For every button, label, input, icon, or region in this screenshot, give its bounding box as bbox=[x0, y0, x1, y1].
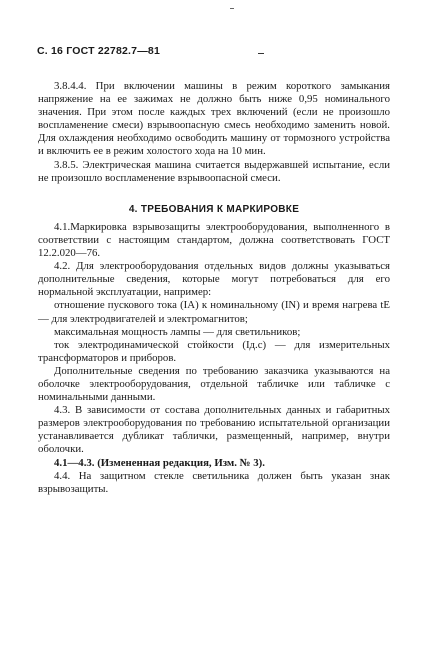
section-title: 4. ТРЕБОВАНИЯ К МАРКИРОВКЕ bbox=[128, 203, 300, 215]
list-item-lamp-power: максимальная мощность лампы — для светильников; bbox=[54, 325, 301, 338]
paragraph-4-2: 4.2. Для электрооборудования отдельных видов должны указываться дополнительные сведения, которые могут потребоваться для его нормальной эксплуатации, например: bbox=[38, 260, 390, 299]
list-item-starting-current: отношение пускового тока (IA) к номинальному (IN) и время нагрева tE — для электродвигателей и электромагнитов; bbox=[38, 299, 390, 325]
paragraph-additional-info: Дополнительные сведения по требованию заказчика указываются на оболочке электрооборудования, отдельной табличке или табличке с номинальными данными. bbox=[38, 364, 390, 404]
document-body bbox=[38, 80, 390, 496]
paragraph-3-8-4-4: 3.8.4.4. При включении машины в режим короткого замыкания напряжение на ее зажимах не должно быть ниже 0,95 номинального значения. При этом после каждых трех включений (если не произошло воспламенение смеси) взрывоопасную смесь необходимо заменить новой. Для охлаждения необходимо освободить машину от тормозного устройства и включить ее в режим холостого хода на 10 мин. bbox=[38, 80, 390, 158]
paragraph-3-8-5: 3.8.5. Электрическая машина считается выдержавшей испытание, если не произошло воспламенение взрывоопасной смеси. bbox=[38, 158, 390, 184]
list-item-dynamic-current: ток электродинамической стойкости (Iд.с) — для измерительных трансформаторов и приборов. bbox=[38, 338, 390, 364]
scan-mark bbox=[258, 53, 264, 54]
paragraph-4-1: 4.1.Маркировка взрывозащиты электрооборудования, выполненного в соответствии с настоящим стандартом, должна соответствовать ГОСТ 12.2.020—76. bbox=[38, 220, 390, 260]
scan-mark bbox=[230, 8, 234, 9]
paragraph-4-4: 4.4. На защитном стекле светильника должен быть указан знак взрывозащиты. bbox=[38, 469, 390, 495]
amendment-note: 4.1—4.3. (Измененная редакция, Изм. № 3). bbox=[54, 456, 265, 469]
paragraph-4-3: 4.3. В зависимости от состава дополнительных данных и габаритных размеров электрооборудования по требованию испытательной организации устанавливается дубликат таблички, размещенный, например, внутри оболочки. bbox=[38, 404, 390, 456]
page-header: С. 16 ГОСТ 22782.7—81 bbox=[37, 45, 160, 57]
